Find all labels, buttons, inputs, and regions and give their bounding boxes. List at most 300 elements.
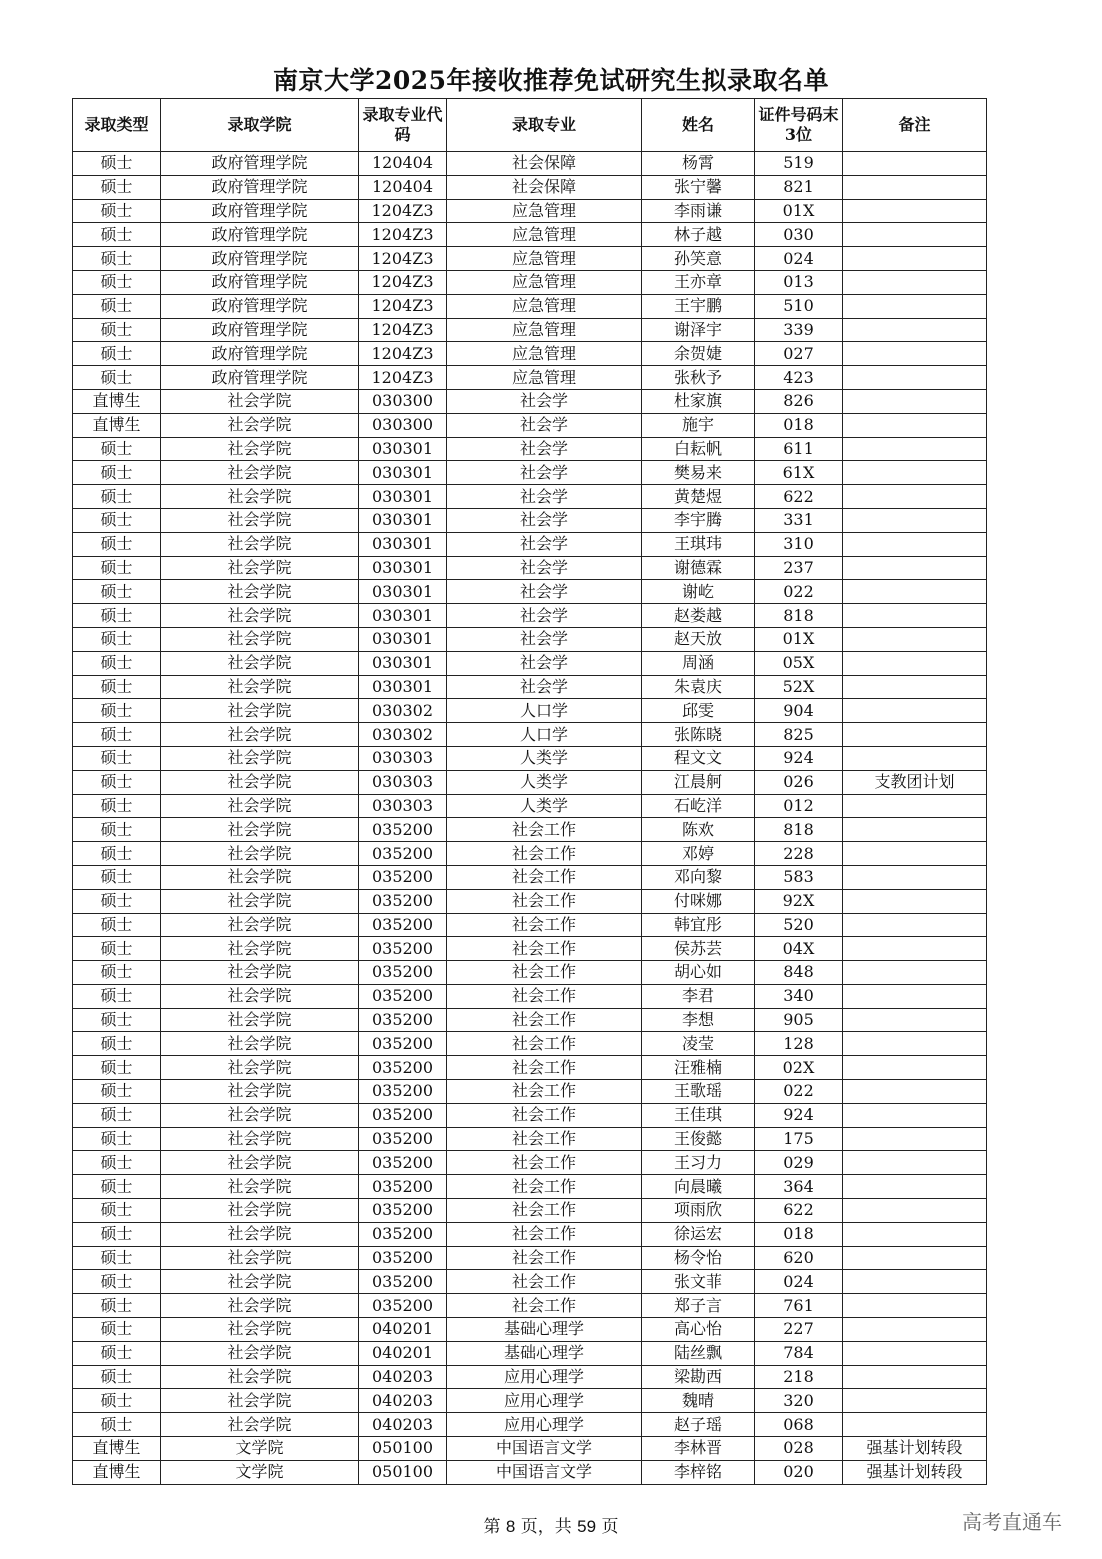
table-row <box>73 1222 987 1246</box>
cell-major-code: 035200 <box>359 1246 447 1270</box>
cell-id-last3: 825 <box>755 723 843 747</box>
table-row <box>73 723 987 747</box>
cell-college: 社会学院 <box>161 627 359 651</box>
cell-remarks <box>843 842 987 866</box>
cell-name: 高心怡 <box>642 1318 755 1342</box>
cell-id-last3: 331 <box>755 508 843 532</box>
table-row <box>73 580 987 604</box>
cell-id-last3: 026 <box>755 770 843 794</box>
cell-major-code: 030301 <box>359 675 447 699</box>
cell-college: 文学院 <box>161 1437 359 1461</box>
cell-college: 社会学院 <box>161 508 359 532</box>
cell-remarks <box>843 1199 987 1223</box>
cell-remarks <box>843 556 987 580</box>
table-row <box>73 913 987 937</box>
table-row <box>73 604 987 628</box>
table-row <box>73 937 987 961</box>
table-row <box>73 1341 987 1365</box>
cell-admission-type: 硕士 <box>73 1151 161 1175</box>
cell-remarks <box>843 1175 987 1199</box>
cell-id-last3: 339 <box>755 318 843 342</box>
cell-name: 谢泽宇 <box>642 318 755 342</box>
cell-id-last3: 128 <box>755 1032 843 1056</box>
cell-major-code: 035200 <box>359 889 447 913</box>
table-row <box>73 1008 987 1032</box>
cell-college: 社会学院 <box>161 413 359 437</box>
cell-name: 向晨曦 <box>642 1175 755 1199</box>
cell-major-code: 035200 <box>359 984 447 1008</box>
cell-college: 政府管理学院 <box>161 294 359 318</box>
cell-major-code: 030303 <box>359 770 447 794</box>
cell-admission-type: 硕士 <box>73 1008 161 1032</box>
cell-id-last3: 228 <box>755 842 843 866</box>
cell-id-last3: 583 <box>755 865 843 889</box>
cell-name: 李宇腾 <box>642 508 755 532</box>
footer-suffix: 页 <box>601 1517 619 1537</box>
cell-remarks <box>843 532 987 556</box>
cell-admission-type: 硕士 <box>73 794 161 818</box>
admission-table <box>72 98 987 1485</box>
cell-major: 社会学 <box>447 389 642 413</box>
table-row <box>73 984 987 1008</box>
cell-major-code: 035200 <box>359 1294 447 1318</box>
cell-major-code: 120404 <box>359 152 447 176</box>
cell-remarks <box>843 1222 987 1246</box>
table-row <box>73 1365 987 1389</box>
cell-major: 社会学 <box>447 556 642 580</box>
cell-college: 社会学院 <box>161 984 359 1008</box>
cell-id-last3: 620 <box>755 1246 843 1270</box>
cell-major-code: 035200 <box>359 1151 447 1175</box>
cell-college: 社会学院 <box>161 865 359 889</box>
cell-major-code: 035200 <box>359 937 447 961</box>
cell-college: 社会学院 <box>161 770 359 794</box>
cell-major-code: 035200 <box>359 961 447 985</box>
cell-id-last3: 826 <box>755 389 843 413</box>
cell-admission-type: 硕士 <box>73 247 161 271</box>
cell-major: 人类学 <box>447 794 642 818</box>
cell-admission-type: 硕士 <box>73 342 161 366</box>
cell-major-code: 050100 <box>359 1460 447 1484</box>
cell-admission-type: 直博生 <box>73 389 161 413</box>
cell-id-last3: 611 <box>755 437 843 461</box>
cell-id-last3: 52X <box>755 675 843 699</box>
cell-major: 人口学 <box>447 699 642 723</box>
cell-major-code: 040203 <box>359 1389 447 1413</box>
table-row <box>73 1318 987 1342</box>
cell-name: 朱袁庆 <box>642 675 755 699</box>
cell-major: 应急管理 <box>447 270 642 294</box>
cell-name: 江晨舸 <box>642 770 755 794</box>
cell-name: 陆丝飘 <box>642 1341 755 1365</box>
table-row <box>73 961 987 985</box>
cell-id-last3: 01X <box>755 627 843 651</box>
cell-college: 社会学院 <box>161 1032 359 1056</box>
table-row <box>73 794 987 818</box>
cell-major: 社会保障 <box>447 152 642 176</box>
cell-major-code: 120404 <box>359 175 447 199</box>
cell-name: 樊易来 <box>642 461 755 485</box>
cell-major: 应急管理 <box>447 318 642 342</box>
cell-major-code: 030300 <box>359 413 447 437</box>
cell-name: 王亦章 <box>642 270 755 294</box>
table-row <box>73 294 987 318</box>
cell-name: 李君 <box>642 984 755 1008</box>
cell-remarks <box>843 1151 987 1175</box>
table-row <box>73 1032 987 1056</box>
cell-major: 社会工作 <box>447 1032 642 1056</box>
table-row <box>73 1270 987 1294</box>
table-row <box>73 342 987 366</box>
cell-id-last3: 519 <box>755 152 843 176</box>
cell-remarks <box>843 413 987 437</box>
cell-major: 社会工作 <box>447 1080 642 1104</box>
cell-name: 谢德霖 <box>642 556 755 580</box>
cell-name: 石屹洋 <box>642 794 755 818</box>
cell-name: 杜家旗 <box>642 389 755 413</box>
cell-name: 余贺婕 <box>642 342 755 366</box>
cell-major: 社会工作 <box>447 1222 642 1246</box>
cell-name: 李雨谦 <box>642 199 755 223</box>
cell-name: 邱雯 <box>642 699 755 723</box>
cell-remarks <box>843 1008 987 1032</box>
cell-college: 社会学院 <box>161 1294 359 1318</box>
cell-remarks <box>843 437 987 461</box>
cell-admission-type: 硕士 <box>73 437 161 461</box>
cell-major: 社会学 <box>447 651 642 675</box>
cell-admission-type: 硕士 <box>73 984 161 1008</box>
cell-name: 徐运宏 <box>642 1222 755 1246</box>
cell-college: 社会学院 <box>161 675 359 699</box>
cell-admission-type: 硕士 <box>73 842 161 866</box>
cell-remarks: 强基计划转段 <box>843 1437 987 1461</box>
cell-id-last3: 237 <box>755 556 843 580</box>
table-row <box>73 746 987 770</box>
cell-remarks <box>843 1389 987 1413</box>
cell-admission-type: 硕士 <box>73 651 161 675</box>
cell-college: 社会学院 <box>161 437 359 461</box>
cell-admission-type: 硕士 <box>73 532 161 556</box>
cell-id-last3: 012 <box>755 794 843 818</box>
cell-major: 社会学 <box>447 532 642 556</box>
cell-college: 社会学院 <box>161 889 359 913</box>
cell-major-code: 035200 <box>359 1270 447 1294</box>
cell-major-code: 035200 <box>359 1032 447 1056</box>
cell-major: 社会学 <box>447 413 642 437</box>
cell-admission-type: 硕士 <box>73 746 161 770</box>
cell-id-last3: 622 <box>755 1199 843 1223</box>
cell-remarks <box>843 723 987 747</box>
table-row <box>73 270 987 294</box>
cell-major-code: 035200 <box>359 913 447 937</box>
cell-major: 应急管理 <box>447 342 642 366</box>
cell-major: 基础心理学 <box>447 1341 642 1365</box>
table-row <box>73 413 987 437</box>
cell-name: 周涵 <box>642 651 755 675</box>
cell-admission-type: 硕士 <box>73 627 161 651</box>
cell-admission-type: 硕士 <box>73 508 161 532</box>
cell-college: 社会学院 <box>161 937 359 961</box>
cell-major-code: 1204Z3 <box>359 342 447 366</box>
cell-major: 社会学 <box>447 508 642 532</box>
cell-remarks <box>843 984 987 1008</box>
cell-college: 社会学院 <box>161 1151 359 1175</box>
cell-remarks <box>843 1032 987 1056</box>
cell-name: 谢屹 <box>642 580 755 604</box>
cell-admission-type: 硕士 <box>73 1341 161 1365</box>
cell-id-last3: 01X <box>755 199 843 223</box>
cell-major-code: 035200 <box>359 1222 447 1246</box>
table-row <box>73 865 987 889</box>
cell-admission-type: 硕士 <box>73 1294 161 1318</box>
table-row <box>73 1460 987 1484</box>
cell-remarks: 支教团计划 <box>843 770 987 794</box>
cell-admission-type: 硕士 <box>73 461 161 485</box>
cell-admission-type: 硕士 <box>73 889 161 913</box>
table-row <box>73 247 987 271</box>
header-remarks: 备注 <box>843 99 987 152</box>
table-row <box>73 1056 987 1080</box>
cell-major: 社会工作 <box>447 865 642 889</box>
cell-college: 社会学院 <box>161 1365 359 1389</box>
cell-remarks <box>843 223 987 247</box>
cell-remarks <box>843 247 987 271</box>
table-row <box>73 152 987 176</box>
cell-college: 社会学院 <box>161 1270 359 1294</box>
cell-remarks <box>843 937 987 961</box>
cell-admission-type: 硕士 <box>73 961 161 985</box>
cell-remarks <box>843 1246 987 1270</box>
cell-major-code: 035200 <box>359 1103 447 1127</box>
cell-name: 项雨欣 <box>642 1199 755 1223</box>
cell-id-last3: 029 <box>755 1151 843 1175</box>
cell-major: 社会工作 <box>447 961 642 985</box>
cell-remarks <box>843 389 987 413</box>
cell-remarks <box>843 342 987 366</box>
header-name: 姓名 <box>642 99 755 152</box>
table-row <box>73 175 987 199</box>
table-row <box>73 1246 987 1270</box>
cell-remarks <box>843 1318 987 1342</box>
cell-remarks <box>843 461 987 485</box>
cell-major-code: 040203 <box>359 1413 447 1437</box>
cell-college: 社会学院 <box>161 723 359 747</box>
cell-admission-type: 直博生 <box>73 1460 161 1484</box>
table-row <box>73 1294 987 1318</box>
cell-major-code: 030301 <box>359 508 447 532</box>
cell-major: 社会工作 <box>447 1127 642 1151</box>
cell-major-code: 035200 <box>359 1175 447 1199</box>
cell-id-last3: 924 <box>755 746 843 770</box>
cell-college: 社会学院 <box>161 1175 359 1199</box>
cell-major: 人类学 <box>447 770 642 794</box>
table-row <box>73 842 987 866</box>
cell-name: 杨霄 <box>642 152 755 176</box>
cell-name: 张文菲 <box>642 1270 755 1294</box>
table-row <box>73 889 987 913</box>
cell-college: 社会学院 <box>161 842 359 866</box>
table-row <box>73 1127 987 1151</box>
cell-college: 社会学院 <box>161 746 359 770</box>
cell-major-code: 1204Z3 <box>359 247 447 271</box>
cell-id-last3: 018 <box>755 1222 843 1246</box>
cell-remarks <box>843 961 987 985</box>
cell-admission-type: 硕士 <box>73 1080 161 1104</box>
cell-major-code: 035200 <box>359 842 447 866</box>
cell-remarks <box>843 1365 987 1389</box>
cell-major: 社会工作 <box>447 913 642 937</box>
cell-id-last3: 175 <box>755 1127 843 1151</box>
cell-remarks <box>843 1103 987 1127</box>
cell-remarks <box>843 604 987 628</box>
cell-major: 社会工作 <box>447 984 642 1008</box>
cell-major-code: 030301 <box>359 461 447 485</box>
cell-remarks <box>843 1080 987 1104</box>
current-page: 8 <box>505 1517 516 1536</box>
cell-admission-type: 硕士 <box>73 675 161 699</box>
table-row <box>73 1199 987 1223</box>
cell-major-code: 030301 <box>359 485 447 509</box>
cell-major-code: 035200 <box>359 818 447 842</box>
cell-major-code: 030301 <box>359 580 447 604</box>
cell-major-code: 040203 <box>359 1365 447 1389</box>
cell-admission-type: 硕士 <box>73 1127 161 1151</box>
cell-name: 汪雅楠 <box>642 1056 755 1080</box>
cell-college: 社会学院 <box>161 1103 359 1127</box>
cell-major: 社会工作 <box>447 1103 642 1127</box>
cell-remarks <box>843 818 987 842</box>
table-row <box>73 508 987 532</box>
table-row <box>73 1103 987 1127</box>
cell-id-last3: 020 <box>755 1460 843 1484</box>
cell-major-code: 030302 <box>359 723 447 747</box>
cell-admission-type: 硕士 <box>73 865 161 889</box>
cell-admission-type: 硕士 <box>73 1199 161 1223</box>
cell-id-last3: 068 <box>755 1413 843 1437</box>
cell-college: 政府管理学院 <box>161 366 359 390</box>
header-college: 录取学院 <box>161 99 359 152</box>
cell-college: 社会学院 <box>161 556 359 580</box>
cell-id-last3: 905 <box>755 1008 843 1032</box>
cell-name: 白耘帆 <box>642 437 755 461</box>
cell-major: 中国语言文学 <box>447 1437 642 1461</box>
cell-major-code: 030301 <box>359 556 447 580</box>
cell-name: 程文文 <box>642 746 755 770</box>
cell-id-last3: 904 <box>755 699 843 723</box>
cell-id-last3: 423 <box>755 366 843 390</box>
cell-college: 政府管理学院 <box>161 152 359 176</box>
cell-college: 社会学院 <box>161 580 359 604</box>
table-row <box>73 461 987 485</box>
cell-remarks <box>843 366 987 390</box>
cell-id-last3: 320 <box>755 1389 843 1413</box>
cell-college: 文学院 <box>161 1460 359 1484</box>
table-row <box>73 627 987 651</box>
table-row <box>73 485 987 509</box>
cell-remarks <box>843 1127 987 1151</box>
cell-major: 社会工作 <box>447 1199 642 1223</box>
cell-admission-type: 硕士 <box>73 913 161 937</box>
cell-name: 韩宜彤 <box>642 913 755 937</box>
cell-remarks <box>843 675 987 699</box>
table-body <box>73 152 987 1485</box>
cell-name: 杨令怡 <box>642 1246 755 1270</box>
cell-id-last3: 622 <box>755 485 843 509</box>
cell-name: 赵娄越 <box>642 604 755 628</box>
cell-id-last3: 218 <box>755 1365 843 1389</box>
cell-id-last3: 024 <box>755 1270 843 1294</box>
cell-major-code: 030301 <box>359 651 447 675</box>
cell-remarks <box>843 1056 987 1080</box>
cell-major-code: 1204Z3 <box>359 318 447 342</box>
table-row <box>73 556 987 580</box>
cell-college: 社会学院 <box>161 485 359 509</box>
cell-remarks <box>843 1413 987 1437</box>
cell-admission-type: 硕士 <box>73 199 161 223</box>
table-row <box>73 223 987 247</box>
cell-admission-type: 硕士 <box>73 1175 161 1199</box>
cell-college: 社会学院 <box>161 1056 359 1080</box>
cell-name: 侯苏芸 <box>642 937 755 961</box>
cell-id-last3: 848 <box>755 961 843 985</box>
cell-name: 付咪娜 <box>642 889 755 913</box>
cell-admission-type: 硕士 <box>73 318 161 342</box>
cell-major: 应急管理 <box>447 223 642 247</box>
cell-remarks <box>843 152 987 176</box>
cell-remarks <box>843 627 987 651</box>
cell-id-last3: 364 <box>755 1175 843 1199</box>
table-row <box>73 1175 987 1199</box>
cell-name: 赵天放 <box>642 627 755 651</box>
cell-admission-type: 直博生 <box>73 1437 161 1461</box>
cell-name: 郑子言 <box>642 1294 755 1318</box>
table-row <box>73 675 987 699</box>
cell-college: 社会学院 <box>161 461 359 485</box>
cell-major-code: 030301 <box>359 604 447 628</box>
cell-admission-type: 硕士 <box>73 270 161 294</box>
cell-college: 政府管理学院 <box>161 247 359 271</box>
cell-major: 基础心理学 <box>447 1318 642 1342</box>
cell-major: 社会学 <box>447 437 642 461</box>
cell-major-code: 030301 <box>359 532 447 556</box>
cell-remarks <box>843 746 987 770</box>
cell-college: 社会学院 <box>161 1246 359 1270</box>
cell-admission-type: 硕士 <box>73 1318 161 1342</box>
cell-major: 社会工作 <box>447 1294 642 1318</box>
cell-college: 社会学院 <box>161 1341 359 1365</box>
cell-name: 魏晴 <box>642 1389 755 1413</box>
page-title: 南京大学2025年接收推荐免试研究生拟录取名单 <box>272 66 830 95</box>
cell-id-last3: 818 <box>755 604 843 628</box>
cell-major: 人口学 <box>447 723 642 747</box>
cell-major-code: 035200 <box>359 1127 447 1151</box>
cell-college: 社会学院 <box>161 1127 359 1151</box>
table-row <box>73 1413 987 1437</box>
cell-admission-type: 硕士 <box>73 1389 161 1413</box>
cell-major-code: 035200 <box>359 1056 447 1080</box>
cell-name: 王宇鹏 <box>642 294 755 318</box>
header-major-code: 录取专业代码 <box>359 99 447 152</box>
cell-major: 应急管理 <box>447 247 642 271</box>
cell-major: 社会工作 <box>447 1151 642 1175</box>
cell-admission-type: 硕士 <box>73 556 161 580</box>
cell-admission-type: 硕士 <box>73 294 161 318</box>
cell-major-code: 1204Z3 <box>359 294 447 318</box>
cell-remarks <box>843 580 987 604</box>
cell-id-last3: 520 <box>755 913 843 937</box>
cell-name: 邓婷 <box>642 842 755 866</box>
cell-college: 社会学院 <box>161 604 359 628</box>
